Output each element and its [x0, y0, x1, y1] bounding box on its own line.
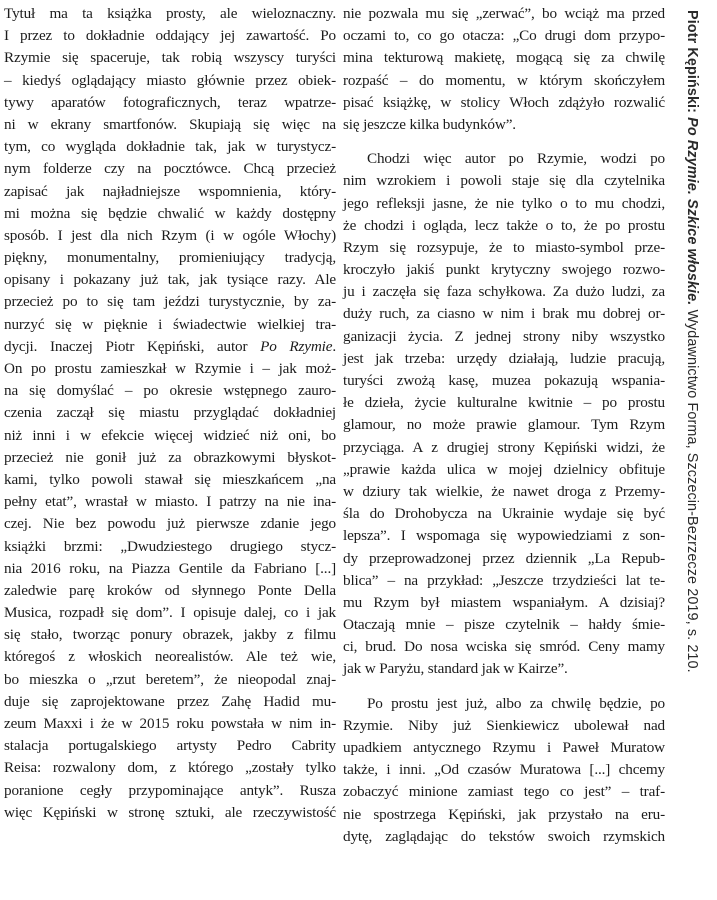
text-line — [343, 636, 665, 658]
text-line-content: oczami to, co go otacza: „Co drugi dom przypo- — [343, 27, 665, 45]
text-line-content: ganizacji życia. Z jednej strony niby wszystko — [343, 327, 665, 345]
text-line-tail: . — [332, 337, 336, 355]
text-line — [4, 3, 336, 25]
text-line-content: poranione cegły przypominające antyk”. Rusza — [4, 781, 336, 799]
text-line — [4, 225, 336, 247]
text-line-content: blica” – na przykład: „Jeszcze trzydzieści lat te- — [343, 571, 665, 589]
text-line — [343, 259, 665, 281]
text-line-content: turyści zwożą kasę, muzea pokazują wspania- — [343, 372, 665, 389]
text-line — [343, 47, 665, 69]
text-line — [343, 237, 665, 259]
text-line-content: opisany i pokazany już tak, jak tysiące razy. Ale — [4, 271, 336, 289]
text-line — [343, 326, 665, 348]
text-line — [4, 158, 336, 180]
text-line-content: pisać książkę, w stolicy Włoch zdążyło rozwalić — [343, 93, 665, 111]
text-line-content: się jeszcze kilka budynków”. — [343, 115, 516, 133]
text-line-content: śla do Drohobycza na Ukrainie wydaje się być — [343, 505, 665, 523]
text-line — [4, 47, 336, 69]
text-line-content: dycji. Inaczej Piotr Kępiński, autor — [4, 337, 261, 355]
text-line — [343, 92, 665, 114]
text-line-content: jego refleksji jasne, że nie tylko o to mu chodzi, — [343, 194, 665, 212]
text-line — [4, 447, 336, 469]
text-line — [4, 602, 336, 624]
text-line — [343, 3, 665, 25]
text-line-content: bo mieszka o „rzut beretem”, że nieopodal znaj- — [4, 670, 336, 688]
text-line — [4, 425, 336, 447]
text-line-content: mu Rzym był miastem wspaniałym. A dzisiaj? — [343, 593, 665, 611]
text-line — [343, 348, 665, 370]
text-line — [343, 759, 665, 781]
text-line — [343, 592, 665, 614]
text-line — [4, 802, 336, 824]
text-line — [4, 269, 336, 291]
text-line-content: dytę, zaglądając do tekstów swoich rzymskich — [343, 827, 665, 845]
text-line — [4, 491, 336, 513]
text-line — [343, 614, 665, 636]
text-line-content: lepsza”. I wspomaga się wypowiedziami z son- — [343, 527, 665, 545]
text-line-content: ci, brud. Do nosa wciska się smród. Ceny mamy — [343, 638, 665, 656]
text-line-content: ju i zaczęła się faza schyłkowa. Za dużo ludzi, za — [343, 283, 665, 301]
text-line — [343, 826, 665, 848]
text-line-content: glamour, no może prawie glamour. Tym Rzym — [343, 416, 665, 434]
text-line-content: także, i inni. „Od czasów Muratowa [...] chcemy — [343, 761, 665, 779]
text-line — [4, 469, 336, 491]
right-text-column — [343, 3, 665, 848]
text-line — [343, 570, 665, 592]
text-line — [343, 70, 665, 92]
text-line-content: piękny, monumentalny, promieniujący tradycją, — [4, 249, 336, 267]
italic-book-title: Po Rzymie — [260, 337, 333, 355]
text-line — [4, 291, 336, 313]
text-line-content: zapisać jak najładniejsze wspomnienia, który- — [4, 182, 336, 200]
text-line — [343, 25, 665, 47]
text-line-content: upadkiem antycznego Rzymu i Paweł Muratow — [343, 739, 665, 756]
paragraph-after-rome — [343, 693, 665, 848]
text-line-content: Rzymie. Niby już Sienkiewicz ubolewał nad — [343, 716, 665, 734]
text-line-content: jak w Paryżu, standard jak w Kairze”. — [343, 660, 568, 678]
text-line — [4, 70, 336, 92]
text-line — [343, 525, 665, 547]
text-line-content: Rzym się rozsypuje, że to miasto-symbol prze- — [343, 238, 665, 256]
text-line-content: duży ruch, za ciasno w nim i brak mu dobrej or- — [343, 305, 665, 323]
book-title: Po Rzymie. Szkice włoskie. — [684, 117, 700, 306]
text-line-content: Tytuł ma ta książka prosty, ale wieloznaczny. — [4, 5, 336, 22]
text-line — [343, 281, 665, 303]
text-line-content: Musica, rozpadł się dom”. I opisuje dalej, co i jak — [4, 604, 336, 622]
text-line — [343, 715, 665, 737]
text-line-content: nym folderze czy na pocztówce. Chcą przecież — [4, 160, 336, 178]
text-line-content: Rzymie się spaceruje, tak robią wszyscy turyści — [4, 49, 336, 67]
text-line-content: któregoś z włoskich neorealistów. Ale też wie, — [4, 648, 336, 666]
text-line — [343, 193, 665, 215]
text-line — [4, 181, 336, 203]
text-line-content: przecież po to się tam jeździ turystycznie, by za- — [4, 293, 336, 311]
text-line — [343, 437, 665, 459]
text-line-content: nia 2016 roku, na Piazza Gentile da Fabriano [...] — [4, 559, 336, 577]
text-line — [4, 757, 336, 779]
text-line-content: nie pozwala mu się „zerwać”, bo wciąż ma przed — [343, 5, 665, 22]
text-line — [343, 170, 665, 192]
text-line — [343, 392, 665, 414]
text-line-content: niż inni i w efekcie więcej widzieć niż oni, bo — [4, 426, 336, 444]
paragraph-gap — [343, 136, 665, 148]
text-line-content: tym, co wygląda dokładnie tak, jak w turystycz- — [4, 138, 336, 156]
text-line — [4, 247, 336, 269]
text-line — [4, 646, 336, 668]
text-line-content: że chodzi i ogląda, lecz także o to, że po prostu — [343, 216, 665, 234]
text-line-content: w dziury tak wielkie, że nawet droga z Przemy- — [343, 482, 665, 500]
text-line-content: Chodzi więc autor po Rzymie, wodzi po — [367, 150, 665, 168]
text-line-content: jest jak trzeba: urzędy działają, ludzie pracują, — [343, 349, 665, 367]
text-line — [343, 370, 665, 392]
text-line-content: nurzyć się w pięknie i świadectwie wielkiej tra- — [4, 315, 336, 333]
text-line — [4, 713, 336, 735]
paragraph-continuation — [343, 3, 665, 136]
text-line-content: na się domyślać – po okresie wstępnego zauro- — [4, 382, 336, 400]
text-line-content: nie spostrzega Kępiński, jak przystało na eru- — [343, 805, 665, 823]
text-line-content: Po prostu jest już, albo za chwilę będzie, po — [367, 694, 665, 712]
text-line-content: Reisa: rozwalony dom, z którego „zostały tylko — [4, 759, 336, 777]
text-line — [4, 402, 336, 424]
text-line — [4, 735, 336, 757]
text-line — [4, 513, 336, 535]
text-line-content: przyciąga. A z drugiej strony Kępiński widzi, że — [343, 438, 665, 456]
text-line-content: przecież nie gonił już za obrazkowymi błyskot- — [4, 448, 336, 466]
text-line-content: pełny etat”, wrastał w miasto. I patrzy na nie ina- — [4, 493, 336, 511]
text-line-content: ni w ekrany smartfonów. Skupiają się więc na — [4, 115, 336, 133]
left-text-column — [4, 3, 336, 824]
text-line — [343, 804, 665, 826]
book-publisher: Wydawnictwo Forma, Szczecin-Bezrzecze 2019, s. 210. — [684, 309, 700, 673]
text-line — [343, 459, 665, 481]
text-line — [343, 114, 665, 136]
book-citation-caption — [664, 10, 712, 890]
text-line-content: zeum Maxxi i że w 2015 roku powstała w nim in- — [4, 715, 336, 732]
text-line-content: „prawie każda ulica w mojej dzielnicy obfituje — [343, 460, 665, 478]
paragraph-gap — [343, 681, 665, 693]
text-line-content: Otaczają mnie – pisze czytelnik – hałdy śmie- — [343, 616, 665, 634]
text-line-content: książki brzmi: „Dwudziestego drugiego stycz- — [4, 537, 336, 555]
text-line-content: nim wzrokiem i powoli staje się dla czytelnika — [343, 172, 665, 190]
text-line-content: tywy aparatów fotograficznych, teraz wpatrze- — [4, 93, 336, 111]
text-line — [4, 114, 336, 136]
text-line-content: I przez to dokładnie oddający jej zawartość. Po — [4, 27, 336, 45]
text-line — [4, 669, 336, 691]
text-line — [343, 737, 665, 759]
text-line-content: zaledwie parę kroków od słynnego Ponte Della — [4, 581, 336, 599]
text-line — [4, 358, 336, 380]
text-line-content: czej. Nie bez powodu już pierwsze zdanie jego — [4, 515, 336, 533]
text-line — [4, 25, 336, 47]
text-line — [4, 336, 336, 358]
text-line-content: kroczyło jakiś punkt krytyczny swojego rozwo- — [343, 261, 665, 279]
text-line — [4, 136, 336, 158]
text-line — [343, 781, 665, 803]
text-line — [343, 481, 665, 503]
text-line-content: zobaczyć minione zamiast tego co jest” – traf- — [343, 783, 665, 801]
text-line-content: dy przeprowadzonej przez dziennik „La Repub- — [343, 549, 665, 567]
text-line — [343, 693, 665, 715]
text-line-content: duje się zaprojektowane przez Zahę Hadid mu- — [4, 692, 336, 710]
text-line-content: stalacja portugalskiego artysty Pedro Cabrity — [4, 737, 336, 755]
text-line — [4, 691, 336, 713]
text-line — [4, 314, 336, 336]
text-line — [343, 148, 665, 170]
text-line — [343, 215, 665, 237]
text-line — [4, 536, 336, 558]
text-line-content: – kiedyś oglądający miasto głównie przez obiek- — [4, 71, 336, 89]
text-line-content: łe dzieła, życie kulturalne kwitnie – po prostu — [343, 394, 665, 412]
text-line-content: On po prostu zamieszkał w Rzymie i – jak moż- — [4, 360, 336, 377]
text-line-content: mi można się będzie chwalić w każdy dostępny — [4, 204, 336, 222]
text-line-content: sposób. I jest dla nich Rzym (i w ogóle Włochy) — [4, 226, 336, 244]
text-line — [343, 303, 665, 325]
book-author: Piotr Kępiński: — [684, 10, 700, 114]
text-line-content: się stało, tworząc ponury obrazek, jakby z filmu — [4, 626, 336, 644]
text-line — [343, 414, 665, 436]
text-line — [4, 580, 336, 602]
text-line-content: rozpaść – do momentu, w którym skończyłem — [343, 71, 665, 89]
text-line — [4, 780, 336, 802]
text-line-content: więc Kępiński w stronę sztuki, ale rzeczywistość — [4, 803, 336, 821]
text-line-content: mina tekturową makietę, mogącą się za chwilę — [343, 49, 665, 67]
text-line — [4, 624, 336, 646]
text-line — [4, 203, 336, 225]
paragraph-walking-rome — [343, 148, 665, 681]
text-line — [4, 558, 336, 580]
book-citation-text — [684, 10, 700, 673]
text-line — [4, 380, 336, 402]
text-line — [343, 658, 665, 680]
text-line-content: czenia zaczął się miastu przyglądać dokładniej — [4, 404, 336, 422]
text-line-content: kami, tylko powoli stawał się mieszkańcem „na — [4, 470, 336, 488]
text-line — [343, 503, 665, 525]
text-line — [343, 548, 665, 570]
text-line — [4, 92, 336, 114]
